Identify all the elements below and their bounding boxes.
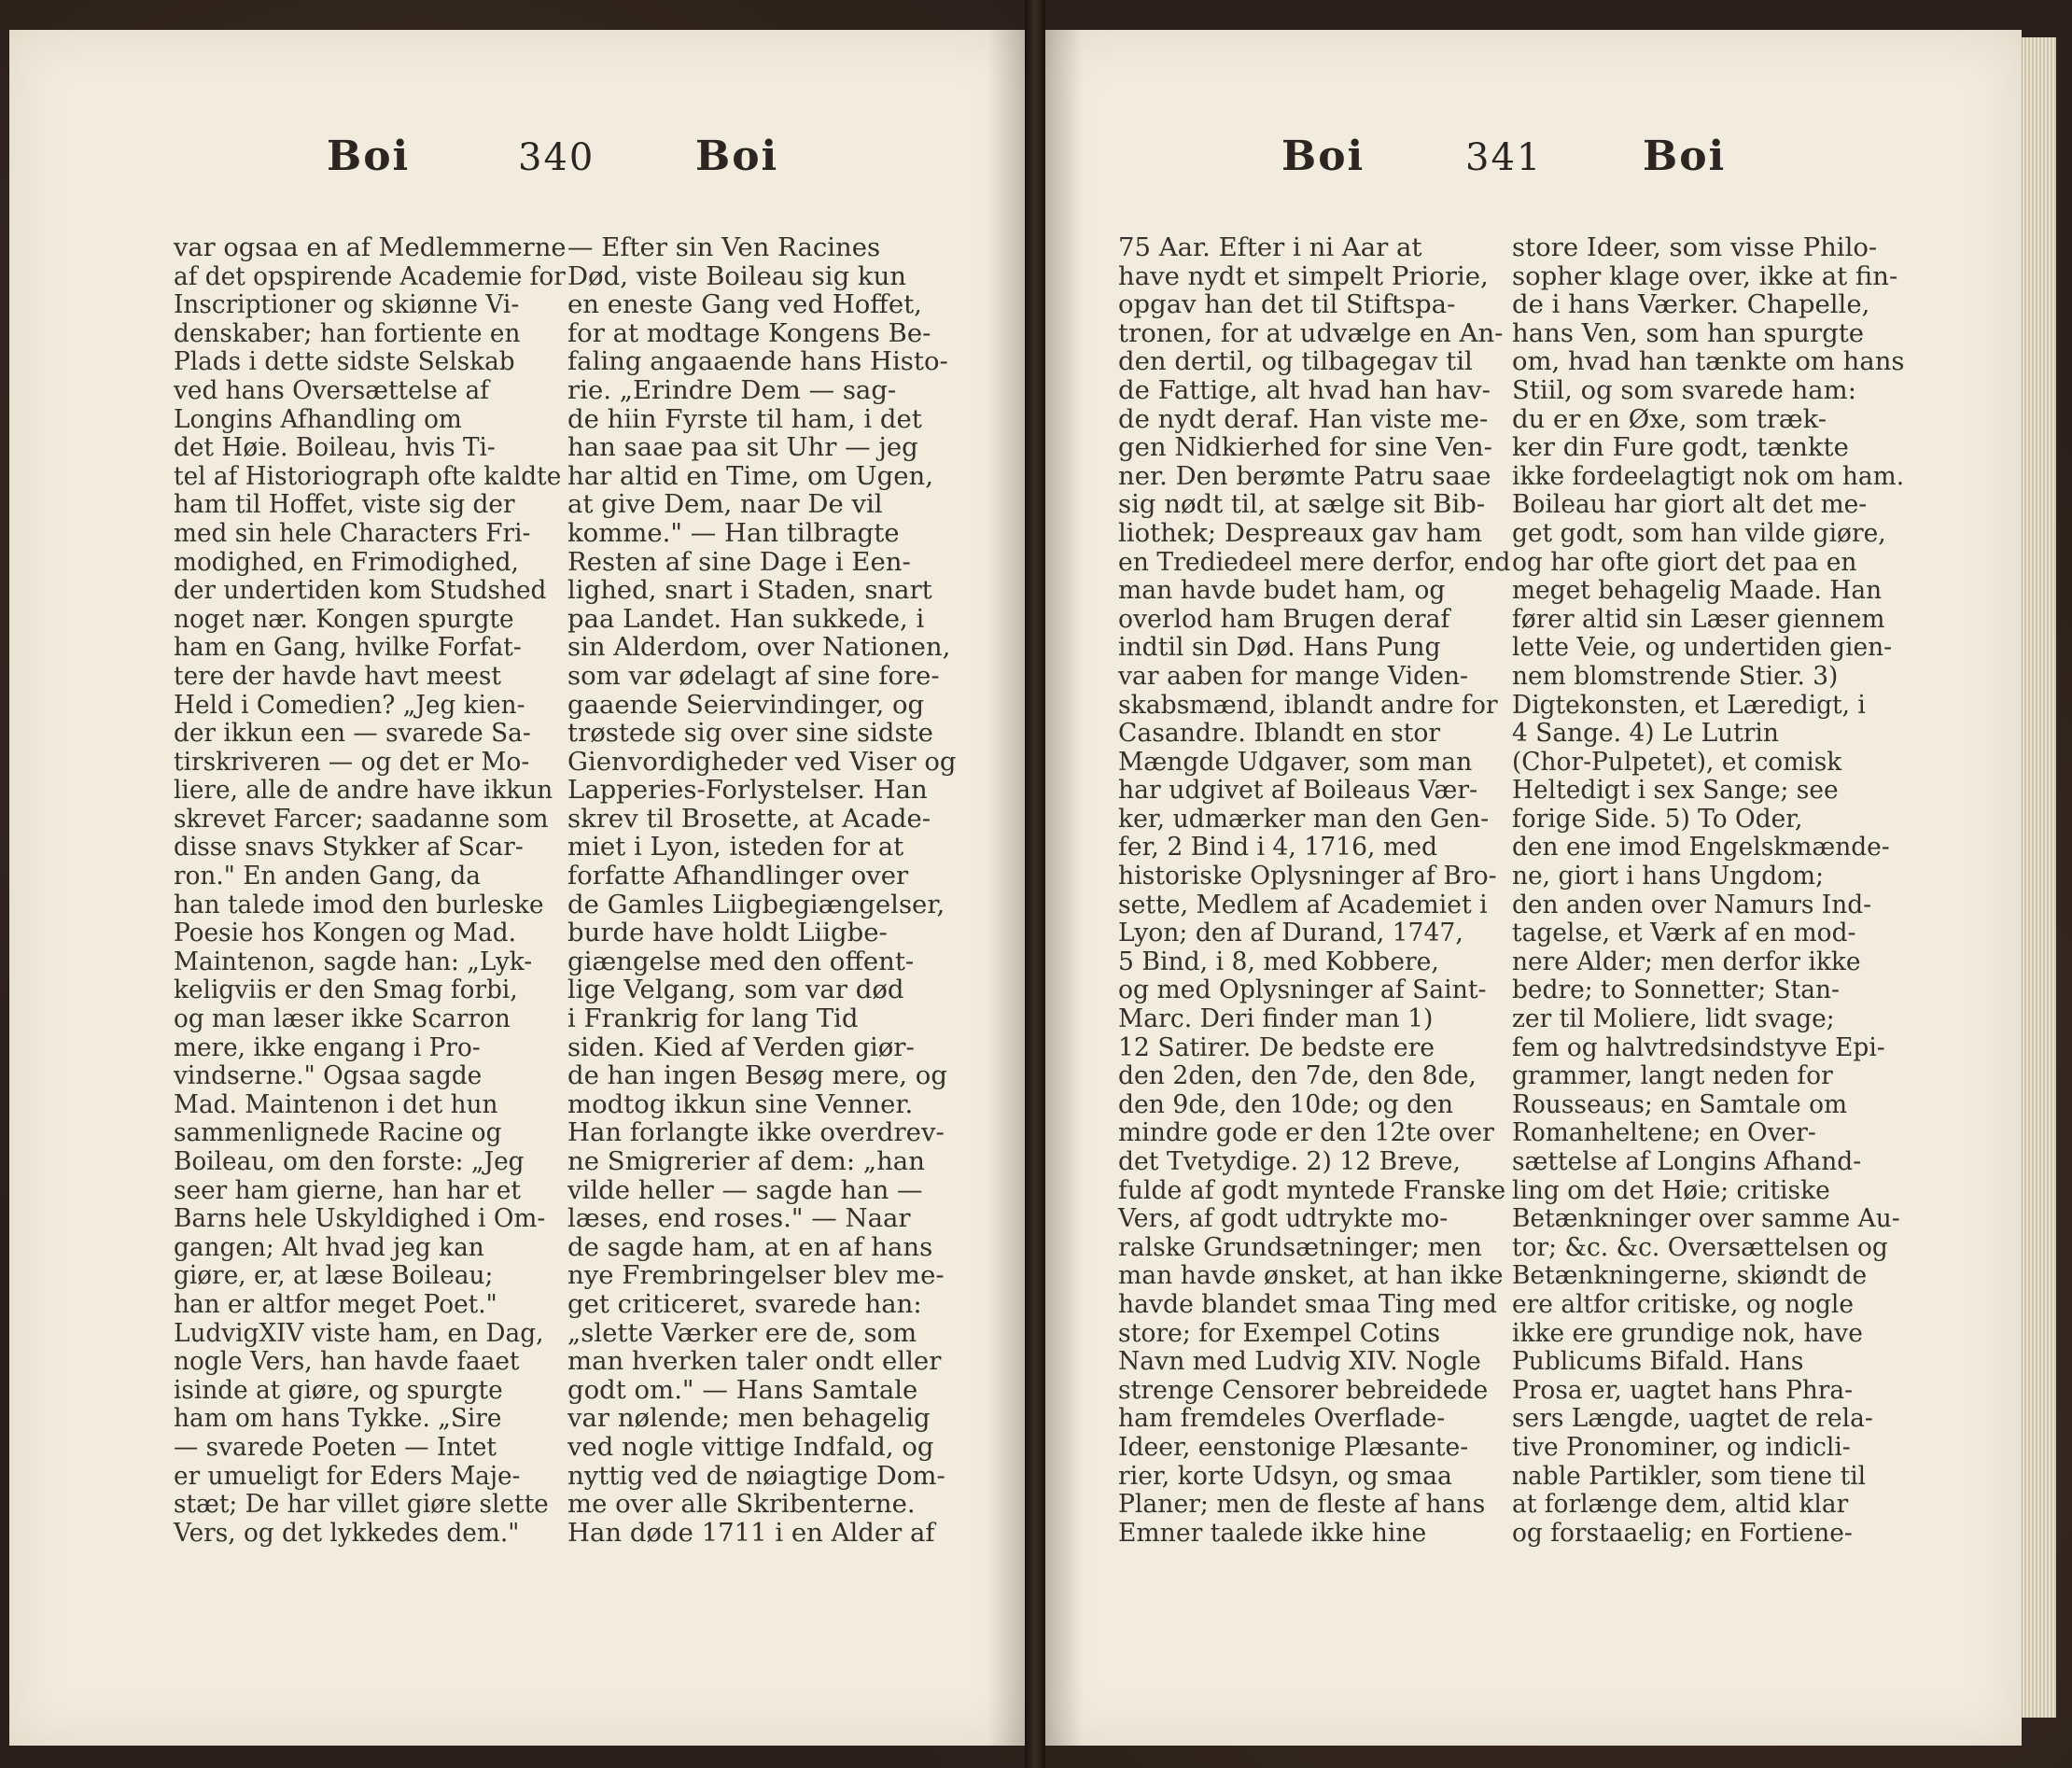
- text-line: ved nogle vittige Indfald, og: [567, 1431, 934, 1462]
- text-line: har udgivet af Boileaus Vær-: [1118, 775, 1478, 806]
- text-line: historiske Oplysninger af Bro-: [1118, 861, 1497, 891]
- text-line: Maintenon, sagde han: „Lyk-: [174, 946, 533, 976]
- left-headword-right: Boi: [695, 133, 779, 180]
- text-line: gangen; Alt hvad jeg kan: [174, 1231, 484, 1262]
- text-line: Marc. Deri finder man 1): [1118, 1003, 1434, 1034]
- text-line: LudvigXIV viste ham, en Dag,: [174, 1317, 544, 1348]
- text-line: — svarede Poeten — Intet: [174, 1431, 497, 1462]
- text-line: stæt; De har villet giøre slette: [174, 1489, 549, 1520]
- text-line: der undertiden kom Studshed: [174, 575, 547, 606]
- text-line: sættelse af Longins Afhand-: [1512, 1146, 1862, 1176]
- text-line: nye Frembringelser blev me-: [567, 1260, 945, 1291]
- text-line: opgav han det til Stiftspa-: [1118, 289, 1456, 320]
- text-line: sig nødt til, at sælge sit Bib-: [1118, 489, 1486, 520]
- text-line: den 2den, den 7de, den 8de,: [1118, 1060, 1477, 1091]
- text-line: Digtekonsten, et Læredigt, i: [1512, 689, 1866, 720]
- text-line: lige Velgang, som var død: [567, 975, 904, 1005]
- text-line: (Chor-Pulpetet), et comisk: [1512, 746, 1842, 777]
- text-line: ner. Den berømte Patru saae: [1118, 460, 1491, 491]
- text-line: meget behagelig Maade. Han: [1512, 575, 1883, 606]
- text-line: ere altfor critiske, og nogle: [1512, 1288, 1855, 1319]
- text-line: Stiil, og som svarede ham:: [1512, 374, 1856, 405]
- text-line: sers Længde, uagtet de rela-: [1512, 1403, 1873, 1434]
- text-line: Held i Comedien? „Jeg kien-: [174, 689, 525, 720]
- text-line: den ene imod Engelskmænde-: [1512, 832, 1890, 863]
- text-line: Han forlangte ikke overdrev-: [567, 1117, 945, 1148]
- text-line: burde have holdt Liigbe-: [567, 918, 888, 948]
- text-line: forige Side. 5) To Oder,: [1512, 803, 1803, 834]
- text-line: den anden over Namurs Ind-: [1512, 889, 1872, 919]
- text-line: rie. „Erindre Dem — sag-: [567, 374, 897, 405]
- gutter-shadow: [1045, 30, 1083, 1746]
- text-line: overlod ham Brugen deraf: [1118, 603, 1450, 634]
- text-line: modtog ikkun sine Venner.: [567, 1088, 914, 1119]
- text-line: har altid en Time, om Ugen,: [567, 460, 933, 491]
- left-headword-left: Boi: [327, 133, 411, 180]
- text-line: tirskriveren — og det er Mo-: [174, 746, 530, 777]
- text-line: tronen, for at udvælge en An-: [1118, 317, 1504, 348]
- text-line: lighed, snart i Staden, snart: [567, 575, 932, 606]
- text-line: fører altid sin Læser giennem: [1512, 603, 1885, 634]
- text-line: der ikkun een — svarede Sa-: [174, 718, 531, 749]
- text-line: og forstaaelig; en Fortiene-: [1512, 1517, 1853, 1548]
- text-line: Vers, af godt udtrykte mo-: [1118, 1203, 1449, 1234]
- text-line: skrev til Brosette, at Acade-: [567, 803, 931, 834]
- text-line: noget nær. Kongen spurgte: [174, 603, 514, 634]
- text-line: ham fremdeles Overflade-: [1118, 1403, 1446, 1434]
- text-line: er umueligt for Eders Maje-: [174, 1460, 521, 1491]
- right-page-column-1: [1118, 233, 1523, 1547]
- text-line: mere, ikke engang i Pro-: [174, 1031, 481, 1062]
- text-line: den dertil, og tilbagegav til: [1118, 346, 1473, 377]
- text-line: man havde budet ham, og: [1118, 575, 1446, 606]
- text-line: ne, giort i hans Ungdom;: [1512, 861, 1825, 891]
- text-line: den 9de, den 10de; og den: [1118, 1088, 1454, 1119]
- text-line: ham til Hoffet, viste sig der: [174, 489, 515, 520]
- text-line: Heltedigt i sex Sange; see: [1512, 775, 1839, 806]
- text-line: han saae paa sit Uhr — jeg: [567, 432, 918, 463]
- text-line: keligviis er den Smag forbi,: [174, 975, 518, 1005]
- text-line: zer til Moliere, lidt svage;: [1512, 1003, 1835, 1034]
- text-line: ker, udmærker man den Gen-: [1118, 803, 1490, 834]
- text-line: de Gamles Liigbegiængelser,: [567, 889, 945, 919]
- text-line: disse snavs Stykker af Scar-: [174, 832, 524, 863]
- text-line: de hiin Fyrste til ham, i det: [567, 403, 922, 434]
- text-line: af det opspirende Academie for: [174, 260, 566, 291]
- text-line: gaaende Seiervindinger, og: [567, 689, 925, 720]
- text-line: Betænkninger over samme Au-: [1512, 1203, 1900, 1234]
- text-line: rier, korte Udsyn, og smaa: [1118, 1460, 1452, 1491]
- text-line: om, hvad han tænkte om hans: [1512, 346, 1905, 377]
- text-line: tor; &c. &c. Oversættelsen og: [1512, 1231, 1888, 1262]
- text-line: indtil sin Død. Hans Pung: [1118, 632, 1441, 663]
- text-line: giængelse med den offent-: [567, 946, 915, 976]
- text-line: ling om det Høie; critiske: [1512, 1174, 1830, 1205]
- text-line: som var ødelagt af sine fore-: [567, 660, 940, 691]
- text-line: nogle Vers, han havde faaet: [174, 1346, 520, 1377]
- text-line: Død, viste Boileau sig kun: [567, 260, 907, 291]
- text-line: trøstede sig over sine sidste: [567, 718, 933, 749]
- text-line: get godt, som han vilde giøre,: [1512, 517, 1886, 548]
- text-line: ham en Gang, hvilke Forfat-: [174, 632, 522, 663]
- text-line: bedre; to Sonnetter; Stan-: [1512, 975, 1840, 1005]
- text-line: man hverken taler ondt eller: [567, 1346, 942, 1377]
- text-line: Betænkningerne, skiøndt de: [1512, 1260, 1868, 1291]
- text-line: denskaber; han fortiente en: [174, 317, 521, 348]
- text-line: de i hans Værker. Chapelle,: [1512, 289, 1870, 320]
- right-page: [1045, 30, 2022, 1746]
- text-line: de nydt deraf. Han viste me-: [1118, 403, 1489, 434]
- text-line: giøre, er, at læse Boileau;: [174, 1260, 494, 1291]
- text-line: han er altfor meget Poet.": [174, 1288, 497, 1319]
- text-line: Mad. Maintenon i det hun: [174, 1088, 498, 1119]
- text-line: Barns hele Uskyldighed i Om-: [174, 1203, 546, 1234]
- text-line: store; for Exempel Cotins: [1118, 1317, 1440, 1348]
- text-line: sopher klage over, ikke at fin-: [1512, 260, 1898, 291]
- text-line: ikke fordeelagtigt nok om ham.: [1512, 460, 1905, 491]
- text-line: sammenlignede Racine og: [174, 1117, 502, 1148]
- text-line: liere, alle de andre have ikkun: [174, 775, 553, 806]
- text-line: at forlænge dem, altid klar: [1512, 1489, 1849, 1520]
- text-line: og man læser ikke Scarron: [174, 1003, 511, 1034]
- text-line: Boileau, om den forste: „Jeg: [174, 1146, 525, 1176]
- text-line: ham om hans Tykke. „Sire: [174, 1403, 502, 1434]
- text-line: strenge Censorer bebreidede: [1118, 1374, 1489, 1405]
- text-line: ne Smigrerier af dem: „han: [567, 1146, 925, 1176]
- text-line: liothek; Despreaux gav ham: [1118, 517, 1483, 548]
- text-line: vilde heller — sagde han —: [567, 1174, 923, 1205]
- text-line: og har ofte giort det paa en: [1512, 546, 1857, 577]
- text-line: ralske Grundsætninger; men: [1118, 1231, 1482, 1262]
- text-line: sette, Medlem af Academiet i: [1118, 889, 1488, 919]
- text-line: Longins Afhandling om: [174, 403, 462, 434]
- text-line: skabsmænd, iblandt andre for: [1118, 689, 1498, 720]
- text-line: Casandre. Iblandt en stor: [1118, 718, 1441, 749]
- text-line: komme." — Han tilbragte: [567, 517, 900, 548]
- text-line: Han døde 1711 i en Alder af: [567, 1517, 935, 1548]
- text-line: de sagde ham, at en af hans: [567, 1231, 933, 1262]
- text-line: fem og halvtredsindstyve Epi-: [1512, 1031, 1885, 1062]
- right-page-column-2: [1512, 233, 1920, 1547]
- text-line: get criticeret, svarede han:: [567, 1288, 922, 1319]
- text-line: vindserne." Ogsaa sagde: [174, 1060, 483, 1091]
- text-line: Mængde Udgaver, som man: [1118, 746, 1473, 777]
- text-line: Navn med Ludvig XIV. Nogle: [1118, 1346, 1481, 1377]
- text-line: hans Ven, som han spurgte: [1512, 317, 1865, 348]
- page-edges: [2022, 37, 2056, 1718]
- text-line: man havde ønsket, at han ikke: [1118, 1260, 1504, 1291]
- text-line: Inscriptioner og skiønne Vi-: [174, 289, 520, 320]
- text-line: i Frankrig for lang Tid: [567, 1003, 859, 1034]
- text-line: ron." En anden Gang, da: [174, 861, 481, 891]
- text-line: have nydt et simpelt Priorie,: [1118, 260, 1489, 291]
- text-line: Poesie hos Kongen og Mad.: [174, 918, 516, 948]
- left-page: [9, 30, 1025, 1746]
- text-line: „slette Værker ere de, som: [567, 1317, 917, 1348]
- text-line: du er en Øxe, som træk-: [1512, 403, 1827, 434]
- text-line: me over alle Skribenterne.: [567, 1489, 916, 1520]
- text-line: det Høie. Boileau, hvis Ti-: [174, 432, 496, 463]
- text-line: de han ingen Besøg mere, og: [567, 1060, 947, 1091]
- text-line: læses, end roses." — Naar: [567, 1203, 911, 1234]
- text-line: godt om." — Hans Samtale: [567, 1374, 918, 1405]
- text-line: en Trediedeel mere derfor, end: [1118, 546, 1511, 577]
- text-line: han talede imod den burleske: [174, 889, 544, 919]
- text-line: faling angaaende hans Histo-: [567, 346, 948, 377]
- text-line: ved hans Oversættelse af: [174, 374, 489, 405]
- text-line: Gienvordigheder ved Viser og: [567, 746, 957, 777]
- text-line: tagelse, et Værk af en mod-: [1512, 918, 1856, 948]
- text-line: de Fattige, alt hvad han hav-: [1118, 374, 1491, 405]
- text-line: nyttig ved de nøiagtige Dom-: [567, 1460, 945, 1491]
- text-line: ker din Fure godt, tænkte: [1512, 432, 1849, 463]
- text-line: seer ham gierne, han har et: [174, 1174, 521, 1205]
- text-line: og med Oplysninger af Saint-: [1118, 975, 1487, 1005]
- left-page-column-2: [567, 233, 957, 1547]
- text-line: var aaben for mange Viden-: [1118, 660, 1469, 691]
- text-line: nable Partikler, som tiene til: [1512, 1460, 1867, 1491]
- text-line: fulde af godt myntede Franske: [1118, 1174, 1506, 1205]
- text-line: skrevet Farcer; saadanne som: [174, 803, 549, 834]
- text-line: en eneste Gang ved Hoffet,: [567, 289, 922, 320]
- text-line: sin Alderdom, over Nationen,: [567, 632, 951, 663]
- text-line: Emner taalede ikke hine: [1118, 1517, 1427, 1548]
- text-line: det Tvetydige. 2) 12 Breve,: [1118, 1146, 1461, 1176]
- text-line: Romanheltene; en Over-: [1512, 1117, 1816, 1148]
- text-line: at give Dem, naar De vil: [567, 489, 883, 520]
- text-line: for at modtage Kongens Be-: [567, 317, 931, 348]
- text-line: Ideer, eenstonige Plæsante-: [1118, 1431, 1469, 1462]
- text-line: Planer; men de fleste af hans: [1118, 1489, 1486, 1520]
- gutter-shadow: [987, 30, 1025, 1746]
- text-line: grammer, langt neden for: [1512, 1060, 1833, 1091]
- text-line: forfatte Afhandlinger over: [567, 861, 909, 891]
- text-line: tel af Historiograph ofte kaldte: [174, 460, 562, 491]
- left-page-number: 340: [518, 136, 595, 179]
- text-line: var nølende; men behagelig: [567, 1403, 931, 1434]
- text-line: Boileau har giort alt det me-: [1512, 489, 1868, 520]
- text-line: Resten af sine Dage i Een-: [567, 546, 911, 577]
- text-line: mindre gode er den 12te over: [1118, 1117, 1494, 1148]
- text-line: gen Nidkierhed for sine Ven-: [1118, 432, 1492, 463]
- text-line: Lyon; den af Durand, 1747,: [1118, 918, 1463, 948]
- text-line: Prosa er, uagtet hans Phra-: [1512, 1374, 1854, 1405]
- text-line: nem blomstrende Stier. 3): [1512, 660, 1839, 691]
- text-line: ikke ere grundige nok, have: [1512, 1317, 1863, 1348]
- right-page-number: 341: [1465, 136, 1543, 179]
- text-line: 5 Bind, i 8, med Kobbere,: [1118, 946, 1439, 976]
- text-line: modighed, en Frimodighed,: [174, 546, 519, 577]
- text-line: siden. Kied af Verden giør-: [567, 1031, 915, 1062]
- text-line: 12 Satirer. De bedste ere: [1118, 1031, 1435, 1062]
- text-line: Lapperies-Forlystelser. Han: [567, 775, 928, 806]
- text-line: var ogsaa en af Medlemmerne: [174, 232, 567, 262]
- text-line: nere Alder; men derfor ikke: [1512, 946, 1861, 976]
- right-headword-right: Boi: [1643, 133, 1727, 180]
- book-gutter: [1025, 0, 1045, 1768]
- left-page-column-1: [174, 233, 583, 1547]
- text-line: Rousseaus; en Samtale om: [1512, 1088, 1848, 1119]
- text-line: 75 Aar. Efter i ni Aar at: [1118, 232, 1422, 262]
- text-line: store Ideer, som visse Philo-: [1512, 232, 1878, 262]
- text-line: havde blandet smaa Ting med: [1118, 1288, 1497, 1319]
- text-line: miet i Lyon, isteden for at: [567, 832, 904, 863]
- text-line: Vers, og det lykkedes dem.": [174, 1517, 520, 1548]
- text-line: tere der havde havt meest: [174, 660, 501, 691]
- text-line: Plads i dette sidste Selskab: [174, 346, 515, 377]
- text-line: paa Landet. Han sukkede, i: [567, 603, 925, 634]
- text-line: isinde at giøre, og spurgte: [174, 1374, 503, 1405]
- text-line: tive Pronominer, og indicli-: [1512, 1431, 1851, 1462]
- text-line: Publicums Bifald. Hans: [1512, 1346, 1804, 1377]
- text-line: — Efter sin Ven Racines: [567, 232, 881, 262]
- right-headword-left: Boi: [1281, 133, 1365, 180]
- text-line: lette Veie, og undertiden gien-: [1512, 632, 1893, 663]
- text-line: 4 Sange. 4) Le Lutrin: [1512, 718, 1779, 749]
- text-line: med sin hele Characters Fri-: [174, 517, 531, 548]
- text-line: fer, 2 Bind i 4, 1716, med: [1118, 832, 1438, 863]
